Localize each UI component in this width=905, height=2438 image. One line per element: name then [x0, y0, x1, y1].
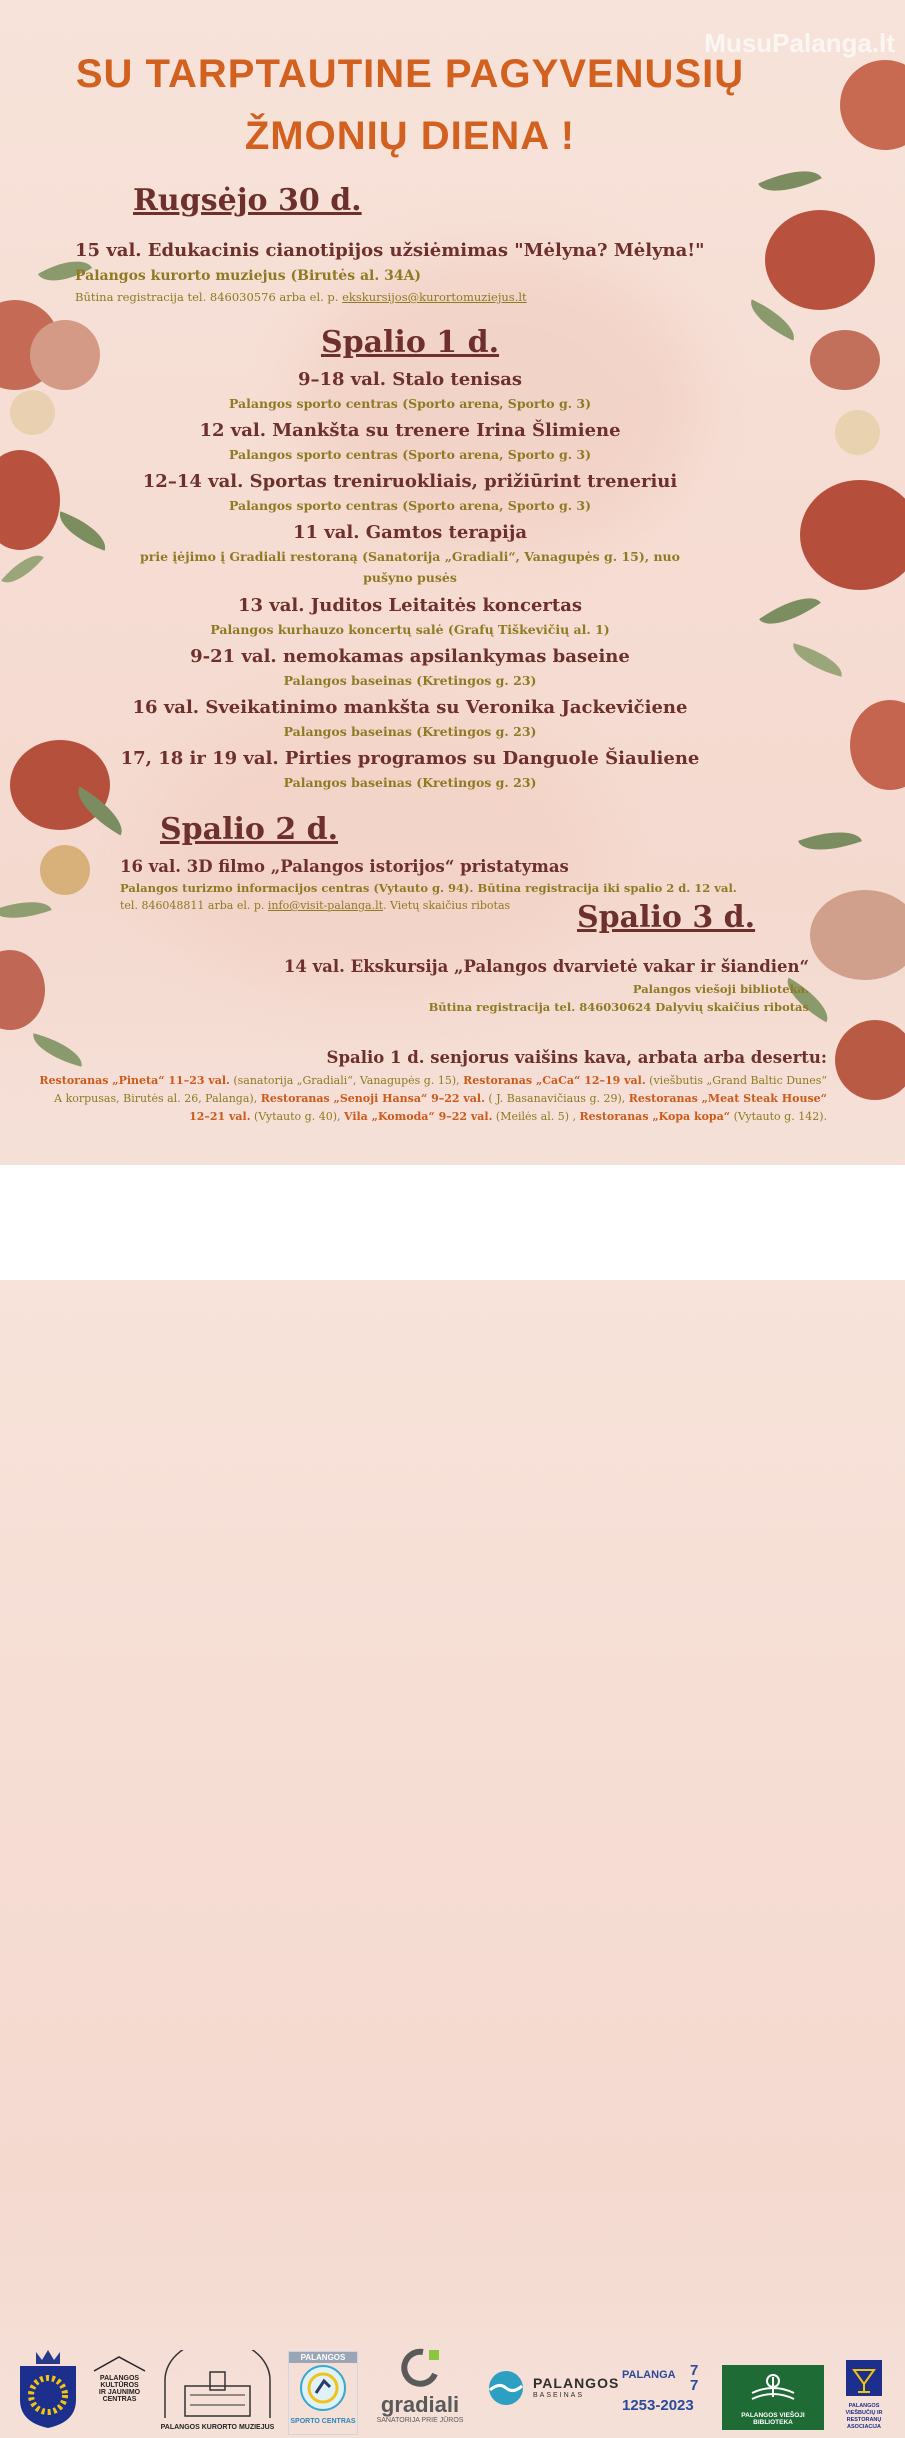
event-place-cont: pušyno pusės [363, 570, 457, 585]
event-place: Palangos kurorto muziejus (Birutės al. 34A) [75, 268, 422, 284]
watermark: MusuPalanga.lt [704, 28, 895, 58]
seniors-line-3: 12–21 val. (Vytauto g. 40), Vila „Komoda“ 9–22 val. (Meilės al. 5) , Restoranas „Kopa kopa“ (Vytauto g. 142). [189, 1110, 827, 1123]
date-heading-sep30: Rugsėjo 30 d. [133, 183, 362, 218]
event-place: Palangos baseinas (Kretingos g. 23) [283, 673, 537, 688]
event-title: 12 val. Mankšta su trenere Irina Šlimiene [199, 420, 621, 441]
logo-footer [0, 1165, 905, 2431]
palanga-coat-of-arms-logo [18, 2348, 78, 2430]
event-title: 17, 18 ir 19 val. Pirties programos su Danguole Šiauliene [120, 748, 700, 769]
event-place: Palangos sporto centras (Sporto arena, Sporto g. 3) [228, 447, 592, 462]
event-registration: Būtina registracija tel. 846030624 Dalyvių skaičius ribotas [428, 1000, 809, 1014]
date-heading-oct3: Spalio 3 d. [577, 900, 756, 935]
title-line-2: ŽMONIŲ DIENA ! [244, 114, 576, 158]
kulturos-centras-logo: PALANGOS KULTŪROS IR JAUNIMO CENTRAS [92, 2355, 147, 2425]
event-place: Palangos baseinas (Kretingos g. 23) [283, 775, 537, 790]
event-title: 13 val. Juditos Leitaitės koncertas [237, 595, 583, 616]
biblioteka-logo: PALANGOS VIEŠOJI BIBLIOTEKA [722, 2365, 824, 2430]
event-place: Palangos baseinas (Kretingos g. 23) [283, 724, 537, 739]
event-registration [75, 290, 527, 304]
poster [0, 0, 905, 1165]
event-place: Palangos viešoji biblioteka. [632, 982, 809, 996]
event-place: Palangos sporto centras (Sporto arena, Sporto g. 3) [228, 396, 592, 411]
event-title: 12–14 val. Sportas treniruokliais, prižiūrint treneriui [142, 471, 678, 492]
event-title: 11 val. Gamtos terapija [292, 522, 528, 543]
gradiali-logo: gradiali SANATORIJA PRIE JŪROS [365, 2348, 475, 2433]
event-place: Palangos sporto centras (Sporto arena, Sporto g. 3) [228, 498, 592, 513]
event-place: prie įėjimo į Gradiali restoraną (Sanatorija „Gradiali“, Vanagupės g. 15), nuo [140, 549, 680, 564]
seniors-line-2: A korpusas, Birutės al. 26, Palanga), Restoranas „Senoji Hansa“ 9–22 val. ( J. Basanavičiaus g. 29), Restoranas „Meat Steak House“ [54, 1092, 827, 1105]
event-title: 16 val. Sveikatinimo mankšta su Veronika Jackevičiene [132, 697, 688, 718]
baseinas-logo: PALANGOS BASEINAS [485, 2370, 615, 2410]
event-title: 15 val. Edukacinis cianotipijos užsiėmimas "Mėlyna? Mėlyna!" [75, 240, 705, 261]
event-title: 9-21 val. nemokamas apsilankymas baseine [190, 646, 630, 667]
asociacija-logo: PALANGOS VIEŠBUČIŲ IR RESTORANŲ ASOCIACIJA [840, 2358, 888, 2438]
title-line-1: SU TARPTAUTINE PAGYVENUSIŲ [75, 52, 745, 96]
email-link[interactable]: info@visit-palanga.lt [267, 899, 384, 912]
date-heading-oct1: Spalio 1 d. [320, 325, 500, 360]
palanga-770-logo: PALANGA 7 7 1253-2023 [622, 2362, 699, 2414]
email-link[interactable]: ekskursijos@kurortomuziejus.lt [342, 290, 527, 304]
event-title: 9–18 val. Stalo tenisas [297, 369, 523, 390]
event-place: Palangos kurhauzo koncertų salė (Grafų Tiškevičių al. 1) [210, 622, 610, 637]
seniors-line-1: Restoranas „Pineta“ 11–23 val. (sanatorija „Gradiali“, Vanagupės g. 15), Restoranas „CaCa“ 12–19 val. (viešbutis „Grand Baltic Dunes“ [39, 1074, 827, 1087]
date-heading-oct2: Spalio 2 d. [160, 812, 339, 847]
seniors-heading: Spalio 1 d. senjorus vaišins kava, arbata arba desertu: [326, 1048, 827, 1067]
registration-text: Būtina registracija tel. 846030576 arba el. p. [75, 290, 343, 304]
event-place: Palangos turizmo informacijos centras (Vytauto g. 94). Būtina registracija iki spalio 2 d. 12 val. [120, 881, 737, 895]
event-title: 16 val. 3D filmo „Palangos istorijos“ pristatymas [120, 857, 569, 876]
event-registration: tel. 846048811 arba el. p. info@visit-palanga.lt. Vietų skaičius ribotas [120, 899, 511, 912]
event-title: 14 val. Ekskursija „Palangos dvarvietė vakar ir šiandien“ [283, 957, 809, 976]
sporto-centras-logo: PALANGOS SPORTO CENTRAS [288, 2351, 358, 2435]
kurorto-muziejus-logo: PALANGOS KURORTO MUZIEJUS [155, 2350, 280, 2435]
